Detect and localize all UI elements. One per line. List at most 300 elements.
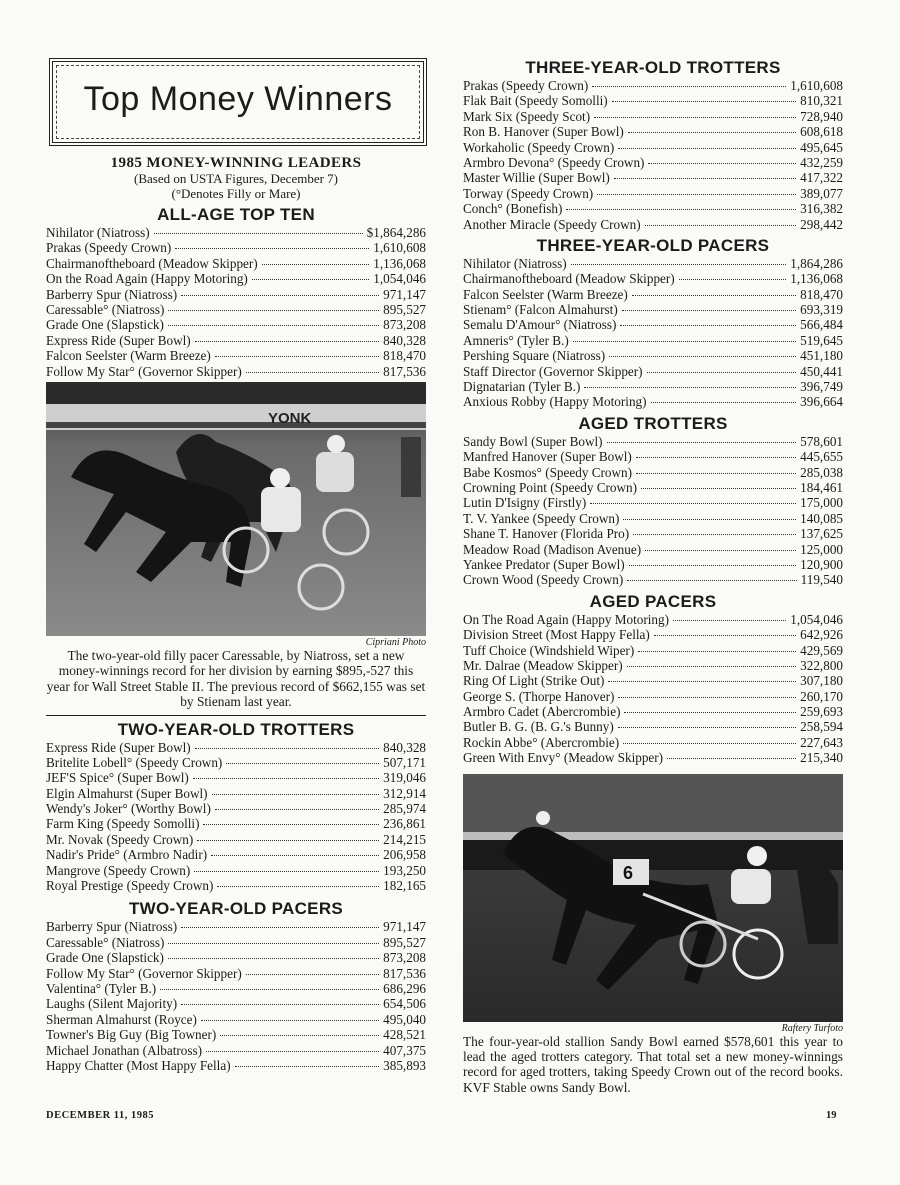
- dot-leader: [168, 325, 379, 326]
- horse-name: Follow My Star° (Governor Skipper): [46, 965, 242, 981]
- earnings-amount: 285,974: [383, 801, 426, 817]
- earnings-amount: 818,470: [800, 286, 843, 302]
- earnings-amount: 818,470: [383, 348, 426, 364]
- dot-leader: [633, 534, 796, 535]
- dot-leader: [206, 1051, 379, 1052]
- dot-leader: [607, 442, 797, 443]
- list-item: [46, 271, 426, 286]
- list-item: [463, 93, 843, 108]
- dot-leader: [641, 488, 796, 489]
- dot-leader: [594, 117, 796, 118]
- earnings-amount: 260,170: [800, 688, 843, 704]
- dot-leader: [215, 809, 379, 810]
- earnings-amount: 810,321: [800, 93, 843, 109]
- earnings-amount: 1,054,046: [790, 611, 843, 627]
- list-item: [46, 919, 426, 934]
- horse-name: Farm King (Speedy Somolli): [46, 816, 200, 832]
- horse-name: Pershing Square (Niatross): [463, 348, 606, 364]
- horse-race-photo-1: [46, 382, 426, 636]
- dot-leader: [612, 101, 796, 102]
- dot-leader: [618, 697, 796, 698]
- horse-name: Royal Prestige (Speedy Crown): [46, 878, 214, 894]
- horse-name: Chairmanoftheboard (Meadow Skipper): [463, 271, 675, 287]
- horse-name: On The Road Again (Happy Motoring): [463, 611, 669, 627]
- horse-name: Chairmanoftheboard (Meadow Skipper): [46, 255, 258, 271]
- dot-leader: [195, 341, 379, 342]
- horse-name: Crowning Point (Speedy Crown): [463, 479, 637, 495]
- earnings-amount: 407,375: [383, 1042, 426, 1058]
- horse-name: Staff Director (Governor Skipper): [463, 363, 643, 379]
- earnings-amount: 608,618: [800, 124, 843, 140]
- horse-name: Yankee Predator (Super Bowl): [463, 556, 625, 572]
- list-item: [463, 643, 843, 658]
- dot-leader: [181, 295, 379, 296]
- horse-name: Barberry Spur (Niatross): [46, 286, 178, 302]
- dot-leader: [262, 264, 370, 265]
- list-item: [46, 863, 426, 878]
- dot-leader: [592, 86, 786, 87]
- list-item: [463, 495, 843, 510]
- photo-credit-1: Cipriani Photo: [365, 636, 426, 648]
- list-item: [463, 124, 843, 139]
- dot-leader: [211, 855, 379, 856]
- list-item: [463, 572, 843, 587]
- list-item: [463, 287, 843, 302]
- list-item: [463, 333, 843, 348]
- list-item: [463, 78, 843, 93]
- dot-leader: [667, 758, 796, 759]
- earnings-amount: 184,461: [800, 479, 843, 495]
- dot-leader: [648, 163, 796, 164]
- list-item: [463, 658, 843, 673]
- earnings-amount: 429,569: [800, 642, 843, 658]
- footer-date: DECEMBER 11, 1985: [46, 1110, 154, 1121]
- dot-leader: [566, 209, 796, 210]
- horse-name: Wendy's Joker° (Worthy Bowl): [46, 801, 211, 817]
- horse-name: Another Miracle (Speedy Crown): [463, 216, 641, 232]
- dot-leader: [252, 279, 369, 280]
- dot-leader: [168, 943, 379, 944]
- dot-leader: [636, 457, 796, 458]
- page-title: Top Money Winners: [83, 80, 393, 118]
- earnings-amount: 1,136,068: [373, 255, 426, 271]
- dot-leader: [622, 310, 796, 311]
- dot-leader: [235, 1066, 380, 1067]
- list-item: [46, 770, 426, 785]
- earnings-amount: 120,900: [800, 556, 843, 572]
- dot-leader: [160, 989, 379, 990]
- list-aged-pacers: [463, 612, 843, 766]
- horse-name: Prakas (Speedy Crown): [463, 78, 589, 93]
- section-heading-all-age: ALL-AGE TOP TEN: [157, 205, 315, 224]
- list-item: [46, 1012, 426, 1027]
- list-item: [46, 801, 426, 816]
- list-two-year-old-trotters: [46, 740, 426, 894]
- photo-caressable: [46, 382, 426, 636]
- photo-caption-2: The four-year-old stallion Sandy Bowl earned $578,601 this year to lead the aged trotters category. That total set a new money-winnings record for aged trotters, taking Speedy Crown out of the record books. KVF Stable owns Sandy Bowl.: [463, 1033, 843, 1095]
- list-item: [46, 981, 426, 996]
- list-item: [46, 1027, 426, 1042]
- list-item: [463, 750, 843, 765]
- earnings-amount: 817,536: [383, 363, 426, 379]
- earnings-amount: 451,180: [800, 348, 843, 364]
- earnings-amount: 654,506: [383, 996, 426, 1012]
- earnings-amount: 693,319: [800, 302, 843, 318]
- earnings-amount: 175,000: [800, 495, 843, 511]
- earnings-amount: 1,054,046: [373, 271, 426, 287]
- horse-name: Mr. Dalrae (Meadow Skipper): [463, 657, 623, 673]
- dot-leader: [195, 748, 379, 749]
- horse-name: Falcon Seelster (Warm Breeze): [46, 348, 211, 364]
- horse-name: Conch° (Bonefish): [463, 201, 563, 217]
- dot-leader: [168, 958, 379, 959]
- earnings-amount: 396,749: [800, 379, 843, 395]
- list-item: [463, 379, 843, 394]
- dot-leader: [220, 1035, 379, 1036]
- horse-name: Master Willie (Super Bowl): [463, 170, 610, 186]
- list-item: [46, 240, 426, 255]
- list-three-year-old-pacers: [463, 256, 843, 410]
- earnings-amount: 307,180: [800, 673, 843, 689]
- horse-name: Armbro Cadet (Abercrombie): [463, 704, 621, 720]
- earnings-amount: 215,340: [800, 750, 843, 766]
- horse-name: Semalu D'Amour° (Niatross): [463, 317, 617, 333]
- photo-credit-2: Raftery Turfoto: [781, 1022, 843, 1034]
- dot-leader: [590, 503, 796, 504]
- dot-leader: [624, 712, 796, 713]
- dot-leader: [597, 194, 796, 195]
- dot-leader: [215, 356, 379, 357]
- earnings-amount: 389,077: [800, 185, 843, 201]
- earnings-amount: 1,864,286: [790, 255, 843, 271]
- earnings-amount: 578,601: [800, 433, 843, 449]
- dot-leader: [212, 794, 380, 795]
- dot-leader: [608, 681, 796, 682]
- horse-name: Nadir's Pride° (Armbro Nadir): [46, 847, 208, 863]
- horse-name: Ron B. Hanover (Super Bowl): [463, 124, 624, 140]
- earnings-amount: 227,643: [800, 734, 843, 750]
- earnings-amount: 873,208: [383, 317, 426, 333]
- earnings-amount: 895,527: [383, 934, 426, 950]
- list-item: [463, 526, 843, 541]
- dot-leader: [154, 233, 363, 234]
- photo-sandy-bowl: [463, 774, 843, 1022]
- divider: [46, 715, 426, 716]
- list-aged-trotters: [463, 434, 843, 588]
- dot-leader: [175, 248, 369, 249]
- list-item: [463, 704, 843, 719]
- dot-leader: [623, 519, 796, 520]
- earnings-amount: 1,136,068: [790, 271, 843, 287]
- list-item: [46, 816, 426, 831]
- section-heading-aged-pacers: AGED PACERS: [589, 591, 717, 611]
- horse-name: T. V. Yankee (Speedy Crown): [463, 510, 620, 526]
- dot-leader: [645, 550, 796, 551]
- dot-leader: [618, 727, 796, 728]
- list-item: [463, 689, 843, 704]
- dot-leader: [246, 974, 379, 975]
- horse-name: JEF'S Spice° (Super Bowl): [46, 770, 189, 786]
- earnings-amount: 428,521: [383, 1027, 426, 1043]
- section-heading-three-year-old-pacers: THREE-YEAR-OLD PACERS: [536, 235, 770, 255]
- list-item: [463, 394, 843, 409]
- list-two-year-old-pacers: [46, 919, 426, 1073]
- earnings-amount: 873,208: [383, 950, 426, 966]
- horse-name: Armbro Devona° (Speedy Crown): [463, 154, 645, 170]
- dot-leader: [201, 1020, 379, 1021]
- list-item: [463, 735, 843, 750]
- list-item: [46, 317, 426, 332]
- earnings-amount: 1,610,608: [373, 240, 426, 256]
- dot-leader: [181, 927, 379, 928]
- list-item: [463, 449, 843, 464]
- horse-name: Butler B. G. (B. G.'s Bunny): [463, 719, 614, 735]
- earnings-amount: 566,484: [800, 317, 843, 333]
- list-item: [463, 217, 843, 232]
- horse-name: Torway (Speedy Crown): [463, 185, 594, 201]
- horse-name: Manfred Hanover (Super Bowl): [463, 449, 632, 465]
- earnings-amount: 298,442: [800, 216, 843, 232]
- dot-leader: [654, 635, 796, 636]
- list-item: [46, 1058, 426, 1073]
- list-item: [463, 673, 843, 688]
- dot-leader: [636, 473, 796, 474]
- section-heading-aged-trotters: AGED TROTTERS: [578, 413, 728, 433]
- horse-name: Anxious Robby (Happy Motoring): [463, 394, 647, 410]
- horse-name: Nihilator (Niatross): [46, 225, 150, 240]
- list-item: [463, 109, 843, 124]
- list-item: [463, 140, 843, 155]
- list-item: [46, 996, 426, 1011]
- horse-name: Happy Chatter (Most Happy Fella): [46, 1057, 231, 1073]
- dot-leader: [168, 310, 379, 311]
- leaders-heading: 1985 MONEY-WINNING LEADERS: [110, 155, 362, 171]
- dot-leader: [203, 824, 379, 825]
- horse-name: George S. (Thorpe Hanover): [463, 688, 615, 704]
- dot-leader: [629, 565, 796, 566]
- dot-leader: [584, 387, 796, 388]
- horse-name: Falcon Seelster (Warm Breeze): [463, 286, 628, 302]
- list-item: [463, 557, 843, 572]
- list-item: [463, 511, 843, 526]
- earnings-amount: 236,861: [383, 816, 426, 832]
- list-item: [46, 333, 426, 348]
- list-item: [46, 740, 426, 755]
- list-item: [463, 256, 843, 271]
- dot-leader: [194, 871, 379, 872]
- list-item: [463, 317, 843, 332]
- list-item: [46, 847, 426, 862]
- dot-leader: [679, 279, 787, 280]
- dot-leader: [628, 132, 796, 133]
- dot-leader: [627, 666, 796, 667]
- dot-leader: [623, 743, 796, 744]
- horse-name: Stienam° (Falcon Almahurst): [463, 302, 618, 318]
- title-box: [49, 58, 427, 146]
- horse-name: Towner's Big Guy (Big Towner): [46, 1027, 217, 1043]
- earnings-amount: 840,328: [383, 739, 426, 755]
- page-number: 19: [826, 1110, 837, 1121]
- list-item: [46, 832, 426, 847]
- earnings-amount: 495,040: [383, 1011, 426, 1027]
- list-item: [463, 627, 843, 642]
- horse-name: Caressable° (Niatross): [46, 934, 165, 950]
- dot-leader: [620, 325, 796, 326]
- list-item: [463, 719, 843, 734]
- horse-name: Crown Wood (Speedy Crown): [463, 572, 624, 588]
- list-item: [46, 755, 426, 770]
- horse-name: Shane T. Hanover (Florida Pro): [463, 526, 630, 542]
- leaders-note: (Based on USTA Figures, December 7): [133, 171, 339, 186]
- saddle-pad-number: 6: [623, 862, 634, 883]
- earnings-amount: 206,958: [383, 847, 426, 863]
- dot-leader: [193, 778, 379, 779]
- list-item: [46, 878, 426, 893]
- earnings-amount: 450,441: [800, 363, 843, 379]
- horse-name: Caressable° (Niatross): [46, 301, 165, 317]
- horse-name: Nihilator (Niatross): [463, 255, 567, 271]
- list-item: [463, 364, 843, 379]
- dot-leader: [573, 341, 796, 342]
- horse-name: Lutin D'Isigny (Firstly): [463, 495, 587, 511]
- horse-name: Mr. Novak (Speedy Crown): [46, 831, 194, 847]
- leaders-block: [46, 156, 426, 201]
- horse-name: Valentina° (Tyler B.): [46, 981, 157, 996]
- horse-name: Mangrove (Speedy Crown): [46, 862, 191, 878]
- earnings-amount: 396,664: [800, 394, 843, 410]
- horse-name: Follow My Star° (Governor Skipper): [46, 363, 242, 379]
- leaders-legend: (°Denotes Filly or Mare): [171, 186, 301, 201]
- earnings-amount: 1,610,608: [790, 78, 843, 93]
- list-item: [463, 348, 843, 363]
- earnings-amount: 971,147: [383, 286, 426, 302]
- dot-leader: [632, 295, 796, 296]
- earnings-amount: 507,171: [383, 754, 426, 770]
- earnings-amount: 125,000: [800, 541, 843, 557]
- list-item: [46, 786, 426, 801]
- earnings-amount: 214,215: [383, 831, 426, 847]
- earnings-amount: 686,296: [383, 981, 426, 996]
- horse-race-photo-2: [463, 774, 843, 1022]
- dot-leader: [217, 886, 379, 887]
- horse-name: Meadow Road (Madison Avenue): [463, 541, 642, 557]
- horse-name: Ring Of Light (Strike Out): [463, 673, 605, 689]
- right-column: [463, 58, 843, 1095]
- dot-leader: [226, 763, 379, 764]
- list-item: [46, 364, 426, 379]
- list-item: [463, 271, 843, 286]
- horse-name: Sherman Almahurst (Royce): [46, 1011, 197, 1027]
- list-item: [463, 186, 843, 201]
- dot-leader: [246, 372, 379, 373]
- left-column: [46, 58, 426, 1073]
- dot-leader: [638, 651, 796, 652]
- list-item: [46, 287, 426, 302]
- grandstand-sign: YONK: [268, 409, 312, 427]
- dot-leader: [673, 620, 786, 621]
- earnings-amount: 895,527: [383, 301, 426, 317]
- list-item: [463, 434, 843, 449]
- horse-name: Grade One (Slapstick): [46, 317, 164, 333]
- horse-name: Sandy Bowl (Super Bowl): [463, 433, 603, 449]
- list-item: [46, 348, 426, 363]
- dot-leader: [618, 148, 796, 149]
- list-item: [46, 256, 426, 271]
- horse-name: Barberry Spur (Niatross): [46, 919, 178, 935]
- list-item: [463, 302, 843, 317]
- earnings-amount: 285,038: [800, 464, 843, 480]
- earnings-amount: 817,536: [383, 965, 426, 981]
- earnings-amount: 319,046: [383, 770, 426, 786]
- horse-name: Babe Kosmos° (Speedy Crown): [463, 464, 632, 480]
- earnings-amount: 432,259: [800, 154, 843, 170]
- list-item: [463, 155, 843, 170]
- earnings-amount: 258,594: [800, 719, 843, 735]
- section-heading-three-year-old-trotters: THREE-YEAR-OLD TROTTERS: [525, 58, 781, 77]
- earnings-amount: 495,645: [800, 139, 843, 155]
- list-all-age: [46, 225, 426, 379]
- list-item: [463, 170, 843, 185]
- horse-name: Rockin Abbe° (Abercrombie): [463, 734, 620, 750]
- horse-name: Laughs (Silent Majority): [46, 996, 178, 1012]
- earnings-amount: 840,328: [383, 332, 426, 348]
- horse-name: Elgin Almahurst (Super Bowl): [46, 785, 208, 801]
- list-item: [463, 465, 843, 480]
- earnings-amount: 971,147: [383, 919, 426, 935]
- earnings-amount: 119,540: [800, 572, 843, 588]
- horse-name: Mark Six (Speedy Scot): [463, 108, 591, 124]
- list-three-year-old-trotters: [463, 78, 843, 232]
- horse-name: Flak Bait (Speedy Somolli): [463, 93, 608, 109]
- horse-name: Division Street (Most Happy Fella): [463, 627, 650, 643]
- earnings-amount: 642,926: [800, 627, 843, 643]
- earnings-amount: 728,940: [800, 108, 843, 124]
- earnings-amount: 312,914: [383, 785, 426, 801]
- horse-name: Tuff Choice (Windshield Wiper): [463, 642, 635, 658]
- earnings-amount: 519,645: [800, 332, 843, 348]
- list-item: [463, 542, 843, 557]
- earnings-amount: 193,250: [383, 862, 426, 878]
- earnings-amount: 322,800: [800, 657, 843, 673]
- dot-leader: [609, 356, 796, 357]
- list-item: [46, 302, 426, 317]
- list-item: [46, 966, 426, 981]
- horse-name: Michael Jonathan (Albatross): [46, 1042, 203, 1058]
- earnings-amount: 385,893: [383, 1057, 426, 1073]
- earnings-amount: 417,322: [800, 170, 843, 186]
- earnings-amount: 140,085: [800, 510, 843, 526]
- earnings-amount: 316,382: [800, 201, 843, 217]
- list-item: [463, 612, 843, 627]
- dot-leader: [627, 580, 796, 581]
- horse-name: On the Road Again (Happy Motoring): [46, 271, 248, 287]
- earnings-amount: 182,165: [383, 878, 426, 894]
- horse-name: Britelite Lobell° (Speedy Crown): [46, 754, 223, 770]
- list-item: [463, 201, 843, 216]
- horse-name: Prakas (Speedy Crown): [46, 240, 172, 256]
- list-item: [463, 480, 843, 495]
- dot-leader: [614, 178, 796, 179]
- list-item: [46, 225, 426, 240]
- photo-caption-1: The two-year-old filly pacer Caressable, by Niatross, set a new money-winnings record for her division by earning $895,-527 this year for Wall Street Stable II. The previous record of $662,155 was set by Stienam last year.: [46, 647, 426, 710]
- dot-leader: [651, 402, 797, 403]
- section-heading-two-year-old-pacers: TWO-YEAR-OLD PACERS: [128, 899, 344, 919]
- list-item: [46, 935, 426, 950]
- earnings-amount: 137,625: [800, 526, 843, 542]
- dot-leader: [181, 1004, 379, 1005]
- earnings-amount: $1,864,286: [366, 225, 426, 240]
- earnings-amount: 259,693: [800, 704, 843, 720]
